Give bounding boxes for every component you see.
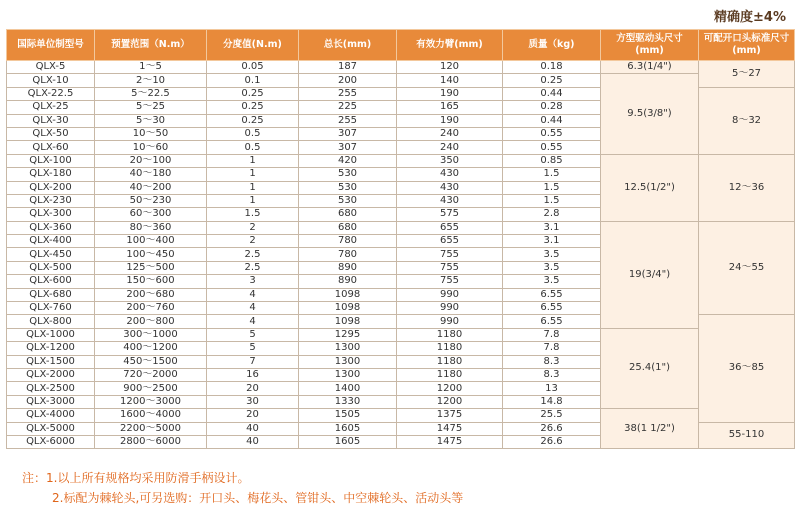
cell-effective-arm: 575 [397,208,503,221]
cell-graduation: 4 [207,302,299,315]
cell-graduation: 16 [207,368,299,381]
cell-total-length: 225 [299,101,397,114]
cell-preset-range: 5～30 [95,114,207,127]
cell-model: QLX-2500 [7,382,95,395]
cell-mass: 6.55 [503,302,601,315]
table-row [7,154,795,167]
cell-preset-range: 450～1500 [95,355,207,368]
cell-effective-arm: 755 [397,275,503,288]
header-drive-size: 方型驱动头尺寸 (mm) [601,30,699,61]
cell-mass: 0.44 [503,87,601,100]
cell-effective-arm: 190 [397,87,503,100]
cell-preset-range: 5～25 [95,101,207,114]
cell-effective-arm: 1375 [397,409,503,422]
cell-mass: 6.55 [503,315,601,328]
cell-effective-arm: 430 [397,168,503,181]
table-header-row [7,30,795,61]
cell-graduation: 1.5 [207,208,299,221]
cell-model: QLX-100 [7,154,95,167]
cell-model: QLX-450 [7,248,95,261]
cell-open-head-size: 12～36 [699,154,795,221]
cell-drive-size: 9.5(3/8") [601,74,699,154]
cell-graduation: 2.5 [207,248,299,261]
cell-mass: 1.5 [503,181,601,194]
cell-preset-range: 50～230 [95,194,207,207]
cell-model: QLX-6000 [7,435,95,448]
cell-preset-range: 2～10 [95,74,207,87]
cell-preset-range: 80～360 [95,221,207,234]
cell-model: QLX-200 [7,181,95,194]
note-1: 注：1.以上所有规格均采用防滑手柄设计。 [22,471,250,485]
cell-total-length: 1300 [299,355,397,368]
cell-graduation: 5 [207,328,299,341]
cell-preset-range: 100～400 [95,235,207,248]
cell-graduation: 2.5 [207,261,299,274]
cell-mass: 3.1 [503,221,601,234]
cell-total-length: 780 [299,248,397,261]
notes [22,468,463,508]
cell-effective-arm: 1180 [397,342,503,355]
cell-graduation: 4 [207,288,299,301]
cell-model: QLX-30 [7,114,95,127]
cell-open-head-size: 36～85 [699,315,795,422]
cell-model: QLX-50 [7,127,95,140]
cell-model: QLX-1500 [7,355,95,368]
cell-mass: 6.55 [503,288,601,301]
cell-model: QLX-5000 [7,422,95,435]
note-2: 2.标配为棘轮头,可另选购：开口头、梅花头、管钳头、中空棘轮头、活动头等 [52,491,464,505]
cell-effective-arm: 165 [397,101,503,114]
cell-model: QLX-10 [7,74,95,87]
cell-mass: 3.5 [503,248,601,261]
cell-total-length: 187 [299,61,397,74]
cell-total-length: 1098 [299,302,397,315]
cell-preset-range: 125～500 [95,261,207,274]
cell-total-length: 200 [299,74,397,87]
cell-mass: 3.5 [503,275,601,288]
cell-effective-arm: 430 [397,181,503,194]
cell-preset-range: 720～2000 [95,368,207,381]
cell-effective-arm: 1180 [397,355,503,368]
cell-mass: 0.85 [503,154,601,167]
table-row [7,74,795,87]
cell-mass: 25.5 [503,409,601,422]
cell-drive-size: 25.4(1") [601,328,699,408]
cell-model: QLX-230 [7,194,95,207]
cell-graduation: 0.5 [207,127,299,140]
cell-graduation: 5 [207,342,299,355]
cell-preset-range: 20～100 [95,154,207,167]
cell-total-length: 1295 [299,328,397,341]
cell-graduation: 4 [207,315,299,328]
table-row [7,61,795,74]
cell-total-length: 420 [299,154,397,167]
header-model: 国际单位制型号 [7,30,95,61]
cell-model: QLX-500 [7,261,95,274]
cell-model: QLX-800 [7,315,95,328]
cell-mass: 0.28 [503,101,601,114]
cell-preset-range: 10～60 [95,141,207,154]
cell-mass: 0.18 [503,61,601,74]
cell-effective-arm: 1200 [397,395,503,408]
cell-mass: 0.25 [503,74,601,87]
cell-model: QLX-300 [7,208,95,221]
cell-preset-range: 40～180 [95,168,207,181]
cell-mass: 8.3 [503,368,601,381]
header-preset-range: 预置范围（N.m） [95,30,207,61]
cell-model: QLX-25 [7,101,95,114]
cell-preset-range: 200～680 [95,288,207,301]
table-row [7,328,795,341]
cell-preset-range: 10～50 [95,127,207,140]
cell-total-length: 530 [299,181,397,194]
cell-open-head-size: 5～27 [699,61,795,88]
cell-graduation: 1 [207,168,299,181]
cell-model: QLX-600 [7,275,95,288]
cell-graduation: 40 [207,435,299,448]
cell-mass: 1.5 [503,194,601,207]
cell-graduation: 20 [207,382,299,395]
cell-mass: 2.8 [503,208,601,221]
cell-graduation: 0.25 [207,101,299,114]
cell-open-head-size: 24～55 [699,221,795,315]
cell-graduation: 1 [207,194,299,207]
cell-model: QLX-5 [7,61,95,74]
header-effective-arm: 有效力臂(mm) [397,30,503,61]
cell-model: QLX-400 [7,235,95,248]
cell-preset-range: 900～2500 [95,382,207,395]
cell-model: QLX-3000 [7,395,95,408]
cell-total-length: 530 [299,168,397,181]
cell-preset-range: 60～300 [95,208,207,221]
table-row [7,409,795,422]
cell-graduation: 7 [207,355,299,368]
cell-total-length: 680 [299,208,397,221]
cell-mass: 26.6 [503,422,601,435]
cell-total-length: 1098 [299,315,397,328]
cell-effective-arm: 655 [397,221,503,234]
cell-graduation: 2 [207,235,299,248]
cell-effective-arm: 990 [397,302,503,315]
cell-model: QLX-22.5 [7,87,95,100]
cell-effective-arm: 430 [397,194,503,207]
cell-mass: 3.5 [503,261,601,274]
cell-total-length: 780 [299,235,397,248]
cell-effective-arm: 990 [397,288,503,301]
table-row [7,221,795,234]
cell-effective-arm: 240 [397,127,503,140]
cell-total-length: 255 [299,114,397,127]
cell-model: QLX-2000 [7,368,95,381]
cell-preset-range: 1600～4000 [95,409,207,422]
cell-mass: 14.8 [503,395,601,408]
cell-preset-range: 1200～3000 [95,395,207,408]
cell-effective-arm: 140 [397,74,503,87]
cell-preset-range: 400～1200 [95,342,207,355]
cell-total-length: 1330 [299,395,397,408]
cell-drive-size: 12.5(1/2") [601,154,699,221]
cell-model: QLX-680 [7,288,95,301]
cell-effective-arm: 240 [397,141,503,154]
cell-preset-range: 2200～5000 [95,422,207,435]
cell-total-length: 890 [299,275,397,288]
cell-graduation: 0.25 [207,87,299,100]
cell-mass: 3.1 [503,235,601,248]
cell-preset-range: 1～5 [95,61,207,74]
cell-effective-arm: 1475 [397,422,503,435]
cell-mass: 26.6 [503,435,601,448]
cell-drive-size: 38(1 1/2") [601,409,699,449]
cell-mass: 0.55 [503,141,601,154]
cell-drive-size: 19(3/4") [601,221,699,328]
cell-drive-size: 6.3(1/4") [601,61,699,74]
cell-total-length: 1505 [299,409,397,422]
cell-graduation: 20 [207,409,299,422]
cell-mass: 7.8 [503,328,601,341]
cell-model: QLX-60 [7,141,95,154]
cell-effective-arm: 1200 [397,382,503,395]
cell-model: QLX-1000 [7,328,95,341]
cell-total-length: 1605 [299,435,397,448]
cell-graduation: 0.05 [207,61,299,74]
header-mass: 质量（kg) [503,30,601,61]
cell-preset-range: 150～600 [95,275,207,288]
cell-effective-arm: 655 [397,235,503,248]
cell-total-length: 1400 [299,382,397,395]
cell-mass: 13 [503,382,601,395]
cell-model: QLX-4000 [7,409,95,422]
cell-total-length: 307 [299,141,397,154]
cell-total-length: 530 [299,194,397,207]
cell-model: QLX-1200 [7,342,95,355]
cell-total-length: 255 [299,87,397,100]
cell-mass: 8.3 [503,355,601,368]
cell-total-length: 307 [299,127,397,140]
cell-preset-range: 200～760 [95,302,207,315]
cell-preset-range: 5～22.5 [95,87,207,100]
cell-graduation: 2 [207,221,299,234]
cell-graduation: 0.5 [207,141,299,154]
cell-preset-range: 100～450 [95,248,207,261]
cell-graduation: 1 [207,154,299,167]
cell-open-head-size: 55-110 [699,422,795,449]
cell-graduation: 40 [207,422,299,435]
cell-preset-range: 200～800 [95,315,207,328]
cell-total-length: 680 [299,221,397,234]
cell-graduation: 1 [207,181,299,194]
cell-model: QLX-180 [7,168,95,181]
cell-graduation: 30 [207,395,299,408]
header-graduation: 分度值(N.m) [207,30,299,61]
cell-total-length: 1605 [299,422,397,435]
cell-effective-arm: 1180 [397,368,503,381]
cell-total-length: 1098 [299,288,397,301]
cell-total-length: 1300 [299,342,397,355]
precision-label: 精确度±4% [714,10,786,25]
cell-mass: 0.44 [503,114,601,127]
cell-mass: 7.8 [503,342,601,355]
cell-total-length: 890 [299,261,397,274]
cell-graduation: 0.25 [207,114,299,127]
cell-effective-arm: 1475 [397,435,503,448]
cell-graduation: 0.1 [207,74,299,87]
spec-table [6,29,795,449]
cell-total-length: 1300 [299,368,397,381]
header-open-head-size: 可配开口头标准尺寸 (mm) [699,30,795,61]
cell-graduation: 3 [207,275,299,288]
cell-effective-arm: 755 [397,261,503,274]
cell-model: QLX-360 [7,221,95,234]
cell-model: QLX-760 [7,302,95,315]
cell-preset-range: 40～200 [95,181,207,194]
cell-preset-range: 300～1000 [95,328,207,341]
header-total-length: 总长(mm) [299,30,397,61]
cell-effective-arm: 190 [397,114,503,127]
cell-effective-arm: 120 [397,61,503,74]
cell-preset-range: 2800～6000 [95,435,207,448]
cell-effective-arm: 1180 [397,328,503,341]
cell-open-head-size: 8～32 [699,87,795,154]
cell-effective-arm: 755 [397,248,503,261]
cell-mass: 0.55 [503,127,601,140]
cell-effective-arm: 350 [397,154,503,167]
cell-effective-arm: 990 [397,315,503,328]
cell-mass: 1.5 [503,168,601,181]
